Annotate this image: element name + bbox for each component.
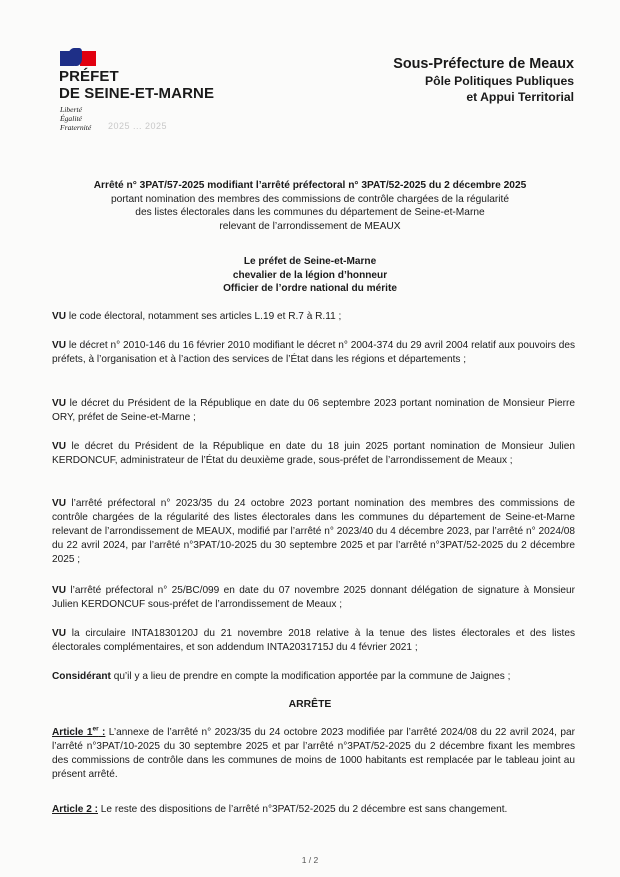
vu-text: la circulaire INTA1830120J du 21 novembre 2018 relative à la tenue des listes électorales et des listes électorales complémentaires, et son addendum INTA2031715J du 4 février 2021 ; xyxy=(52,628,576,653)
vu-label: VU xyxy=(52,628,67,639)
vu-label: VU xyxy=(52,585,67,596)
arrete-title-line-2: portant nomination des membres des commissions de contrôle chargées de la régularité xyxy=(110,193,510,205)
page-number: 1 / 2 xyxy=(301,855,319,865)
vu-label: VU xyxy=(52,311,67,322)
article-2-text: Le reste des dispositions de l’arrêté n°3PAT/52-2025 du 2 décembre est sans changement. xyxy=(98,804,508,815)
devise-egalite: Égalité xyxy=(60,113,82,123)
vu-paragraph-7 xyxy=(52,627,575,655)
vu-label: VU xyxy=(52,340,67,351)
prefet-line-1: PRÉFET xyxy=(59,68,119,85)
article-1-colon: : xyxy=(98,727,106,738)
considerant-paragraph xyxy=(52,670,575,684)
article-1-label-main: Article 1 xyxy=(52,727,93,738)
arrete-title-line-3: des listes électorales dans les communes du département de Seine-et-Marne xyxy=(135,207,485,218)
arrete-title-line-4: relevant de l’arrondissement de MEAUX xyxy=(219,220,401,232)
vu-label: VU xyxy=(52,498,67,509)
sous-prefecture-name: Sous-Préfecture de Meaux xyxy=(393,56,574,72)
considerant-label: Considérant xyxy=(52,671,111,682)
devise-liberte: Liberté xyxy=(60,105,82,114)
vu-text: le code électoral, notamment ses articles L.19 et R.7 à R.11 ; xyxy=(68,311,342,322)
vu-paragraph-4 xyxy=(52,440,575,468)
vu-paragraph-6 xyxy=(52,584,575,612)
arrete-title xyxy=(0,179,620,233)
article-1-label xyxy=(52,727,105,738)
vu-label: VU xyxy=(52,398,67,409)
vu-text: l’arrêté préfectoral n° 2023/35 du 24 octobre 2023 portant nomination des membres des commissions de contrôle chargées de la régularité des listes électorales dans les communes du département de Seine-et-Marne relevant de l’arrondissement de MEAUX, modifié par l’arrêté n° 2023/40 du 4 décembre 2023, par l’arrêté n° 2024/08 du 22 avril 2024, par l’arrêté n°3PAT/10-2025 du 30 septembre 2025 et par l’arrêté n°3PAT/52-2025 du 2 décembre 2025 ; xyxy=(52,498,575,565)
legion-honneur-line: chevalier de la légion d’honneur xyxy=(232,269,388,281)
arrete-heading: ARRÊTE xyxy=(288,699,332,710)
pole-line-2: et Appui Territorial xyxy=(466,90,574,104)
prefet-title xyxy=(59,68,214,102)
vu-text: le décret du Président de la République en date du 18 juin 2025 portant nomination de Monsieur Julien KERDONCUF, administrateur de l’État du deuxième grade, sous-préfet de l’arrondissement de Meaux ; xyxy=(52,441,575,466)
article-1-text: L’annexe de l’arrêté n° 2023/35 du 24 octobre 2023 modifiée par l’arrêté 2024/08 du 22 avril 2024, par l’arrêté n°3PAT/10-2025 du 30 septembre 2025 et par l’arrêté n°3PAT/52-2025 du 2 décembre fixant les membres des commissions de contrôle dans les communes de moins de 1000 habitants est remplacée par le tableau joint au présent arrêté. xyxy=(52,727,575,780)
article-1 xyxy=(52,726,575,782)
pole-line-1: Pôle Politiques Publiques xyxy=(425,74,574,88)
considerant-text: qu’il y a lieu de prendre en compte la modification apportée par la commune de Jaignes ; xyxy=(113,671,511,682)
prefet-line-2: DE SEINE-ET-MARNE xyxy=(59,85,215,102)
vu-paragraph-5 xyxy=(52,497,575,567)
vu-text: le décret n° 2010-146 du 16 février 2010 modifiant le décret n° 2004-374 du 29 avril 2004 relatif aux pouvoirs des préfets, à l’organisation et à l’action des services de l’État dans les régions et départements ; xyxy=(52,340,575,365)
article-1-label-sup: er xyxy=(92,725,99,733)
vu-label: VU xyxy=(52,441,67,452)
article-2 xyxy=(52,803,575,817)
article-2-label: Article 2 : xyxy=(52,804,98,815)
ordre-merite-line: Officier de l’ordre national du mérite xyxy=(223,283,397,295)
sous-prefecture-header xyxy=(393,55,574,105)
vu-paragraph-1 xyxy=(52,310,575,324)
vu-paragraph-3 xyxy=(52,397,575,425)
marianne-logo-icon xyxy=(60,48,104,68)
vu-text: l’arrêté préfectoral n° 25/BC/099 en date du 07 novembre 2025 donnant délégation de signature à Monsieur Julien KERDONCUF sous-préfet de l’arrondissement de Meaux ; xyxy=(52,585,575,610)
reception-stamp: 2025 ... 2025 xyxy=(108,121,168,131)
arrete-title-bold: Arrêté n° 3PAT/57-2025 modifiant l’arrêté préfectoral n° 3PAT/52-2025 du 2 décembre 2025 xyxy=(93,180,527,191)
vu-text: le décret du Président de la République en date du 06 septembre 2023 portant nomination de Monsieur Pierre ORY, préfet de Seine-et-Marne ; xyxy=(52,398,575,423)
prefet-block xyxy=(0,255,620,296)
devise xyxy=(60,106,91,132)
vu-paragraph-2 xyxy=(52,339,575,367)
devise-fraternite: Fraternité xyxy=(60,122,92,132)
prefet-line: Le préfet de Seine-et-Marne xyxy=(243,256,377,267)
